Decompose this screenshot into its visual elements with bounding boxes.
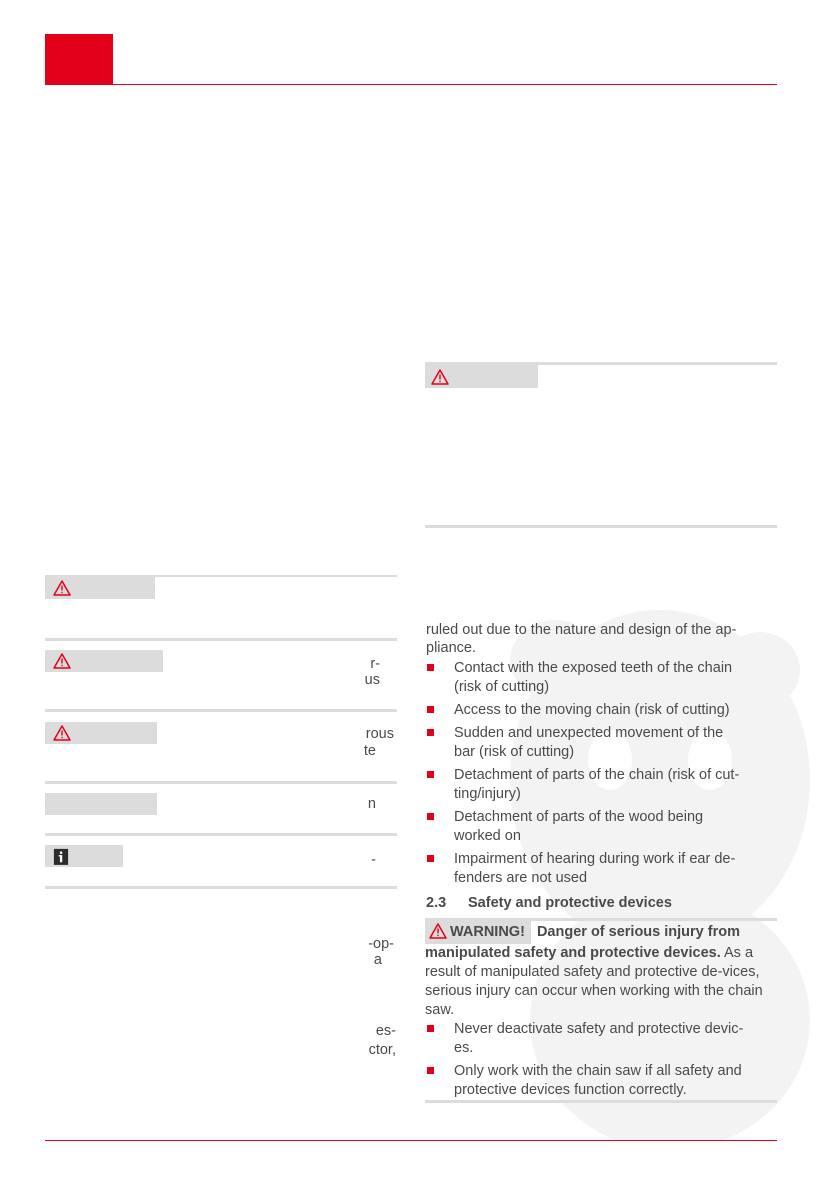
- info-tag: [45, 845, 123, 867]
- warning-tag: [45, 722, 157, 744]
- list-item: Sudden and unexpected movement of the bar (risk of cutting): [426, 724, 776, 762]
- box-divider: [45, 781, 397, 784]
- text-fragment: -op-: [368, 936, 394, 952]
- warning-headline-cont: manipulated safety and protective devices.: [425, 945, 721, 961]
- header-rule: [45, 84, 777, 85]
- section-title: Safety and protective devices: [468, 895, 672, 911]
- section-number: 2.3: [426, 895, 447, 911]
- warning-triangle-icon: [429, 923, 447, 939]
- warning-text-cont: a result of manipulated safety and protective de-vices, serious injury can occur when working with the chain saw.: [425, 945, 763, 1018]
- list-item: Only work with the chain saw if all safety and protective devices function correctly.: [426, 1062, 776, 1100]
- signal-word: WARNING!: [450, 924, 525, 940]
- warning-triangle-icon: [53, 653, 71, 669]
- list-item: Never deactivate safety and protective devic- es.: [426, 1020, 776, 1058]
- text-fragment: r-: [370, 656, 380, 672]
- text-fragment: ctor,: [368, 1042, 396, 1058]
- bullet-square-icon: [427, 855, 434, 862]
- warning-headline: Danger of serious injury from: [536, 924, 740, 940]
- text-fragment: rous: [365, 726, 394, 742]
- text-fragment: n: [367, 796, 376, 812]
- text-fragment: es-: [375, 1023, 396, 1039]
- bullet-square-icon: [427, 664, 434, 671]
- intro-line: pliance.: [426, 640, 476, 656]
- text-fragment: -: [371, 852, 376, 868]
- warning-tag: [425, 921, 531, 944]
- footer-rule: [45, 1140, 777, 1141]
- residual-risks-list: [426, 659, 776, 892]
- warning-block: [425, 921, 777, 1020]
- bullet-square-icon: [427, 1025, 434, 1032]
- text-fragment: a: [373, 952, 382, 968]
- safety-instructions-list: [426, 1020, 776, 1104]
- warning-triangle-icon: [431, 369, 449, 385]
- chapter-tab: [45, 34, 113, 85]
- bullet-square-icon: [427, 771, 434, 778]
- list-item: Contact with the exposed teeth of the chain (risk of cutting): [426, 659, 776, 697]
- box-divider: [45, 833, 397, 836]
- list-item: Detachment of parts of the chain (risk of cut- ting/injury): [426, 766, 776, 804]
- section-heading: [426, 895, 672, 911]
- notice-tag: [45, 793, 157, 815]
- intro-line: ruled out due to the nature and design of the ap-: [426, 622, 737, 638]
- bullet-square-icon: [427, 813, 434, 820]
- warning-triangle-icon: [53, 725, 71, 741]
- box-divider: [45, 638, 397, 641]
- warning-tag: [45, 577, 155, 599]
- box-divider: [425, 525, 777, 528]
- box-divider: [45, 886, 397, 889]
- warning-text: As: [723, 945, 741, 961]
- list-item: Impairment of hearing during work if ear de- fenders are not used: [426, 850, 776, 888]
- box-divider: [425, 1100, 777, 1103]
- box-divider: [45, 709, 397, 712]
- bullet-square-icon: [427, 706, 434, 713]
- bullet-square-icon: [427, 1067, 434, 1074]
- text-fragment: us: [364, 672, 380, 688]
- warning-tag: [425, 365, 538, 388]
- warning-triangle-icon: [53, 580, 71, 596]
- info-icon: [53, 847, 69, 865]
- warning-tag: [45, 650, 163, 672]
- text-fragment: te: [363, 743, 376, 759]
- list-item: Detachment of parts of the wood being worked on: [426, 808, 776, 846]
- list-item: Access to the moving chain (risk of cutting): [426, 701, 776, 720]
- bullet-square-icon: [427, 729, 434, 736]
